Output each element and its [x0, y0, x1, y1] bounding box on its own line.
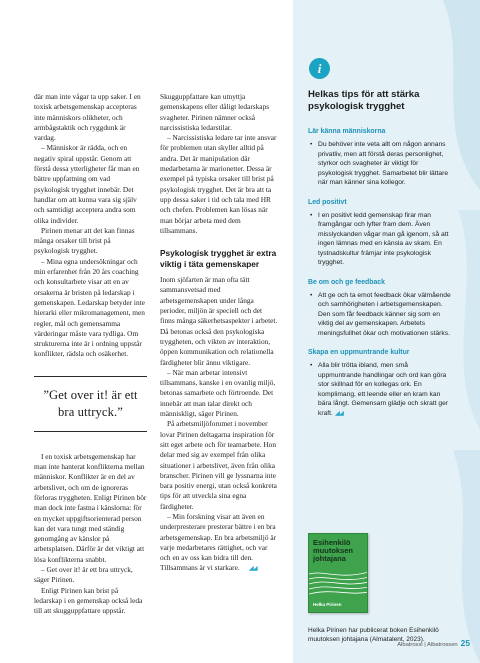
paragraph: där man inte vågar ta upp saker. I en toxisk arbetsgemenskap accepteras inte människors olikheter, och armbågstaktik och ryggdunk är vardag.	[34, 92, 141, 143]
pull-quote: ”Get over it! är ett bra uttryck.”	[34, 376, 147, 432]
tip-text-body: Alla blir trötta ibland, men små uppmuntrande handlingar och ord kan göra stor skillnad för en kollegas ork. En komplimang, ett leende eller en kram kan bära långt. Gemensam glädje och skratt ger kraft.	[318, 362, 449, 417]
book-graphic-icon	[309, 568, 368, 598]
tip-section	[308, 278, 451, 339]
paragraph: Pirinen menar att det kan finnas många orsaker till brist på psykologisk trygghet.	[34, 225, 135, 256]
book-caption: Helka Pirinen har publicerat boken Esihenkilö muutoksen johtajana (Almatalent, 2023).	[308, 627, 439, 643]
paragraph	[160, 512, 278, 575]
paragraph: På arbetsmiljöforumet i november lovar Pirinen deltagarna inspiration för sitt eget arbete och för teamarbete. Hon delar med sig av exempel från olika situationer i arbetslivet, även från olika branscher. Pirinen vill ge lyssnarna inte bara positiv energi, utan också konkreta tips för att utveckla sina egna färdigheter.	[160, 419, 277, 511]
tips-sidebar	[293, 0, 480, 663]
paragraph: Skugguppfattare kan utnyttja gemenskapens eller dåligt ledarskaps svagheter. Pirinen nämner också narcissistiska ledarstilar.	[160, 92, 270, 132]
tip-heading: Be om och ge feedback	[308, 278, 385, 286]
tip-section	[308, 127, 451, 188]
paragraph: – Get over it! är ett bra uttryck, säger Pirinen.	[34, 564, 133, 585]
paragraph: – Mina egna undersökningar och min erfarenhet från 20 års coaching och konsultarbete visar att en av orsakerna är bristen på ledarskap i gemenskapen. Ledarskap betyder inte hierarki eller mikromanagement, men regler, mål och gemensamma värderingar måste vara tydliga. Om strukturerna inte är i ordning uppstår konflikter, rädsla och osäkerhet.	[34, 256, 145, 359]
tip-section	[308, 198, 451, 268]
sidebar-title: Helkas tips för att stärka psykologisk trygghet	[308, 89, 420, 112]
article-column-1	[34, 92, 147, 616]
paragraph: – Människor är rädda, och en negativ spiral uppstår. Genom att förstå dessa ytterligheter får man en bättre uppfattning om vad psykologisk trygghet innebär. Det handlar om att kunna vara sig själv och samtidigt acceptera andra som olika individer.	[34, 143, 140, 225]
book-title: Esihenkilö muutoksen johtajana	[313, 538, 354, 563]
book-author: Helka Pirinen	[313, 602, 342, 607]
tip-text: • Att ge och ta emot feedback ökar välmående och samhörigheten i arbetsgemenskapen. Den som får feedback känner sig som en viktig del av gemenskapen. Arbetets meningsfullhet ökar och motivationen stärks.	[308, 291, 451, 339]
end-mark-icon: ◢◢	[334, 409, 343, 417]
paragraph: – När man arbetar intensivt tillsammans, kanske i en ovanlig miljö, betonas samarbete och förtroende. Det innebär att man talar direkt och människligt, säger Pirinen.	[160, 367, 276, 419]
section-heading: Psykologisk trygghet är extra viktig i täta gemenskaper	[160, 248, 277, 270]
tip-heading: Skapa en uppmuntrande kultur	[308, 349, 410, 356]
info-icon: i	[309, 58, 330, 79]
paragraph: Enligt Pirinen kan brist på ledarskap i en gemenskap också leda till att skugguppfattare uppstår.	[34, 585, 143, 616]
paragraph: – Narcissistiska ledare tar inte ansvar för problemen utan skyller alltid på andra. Det är manipulation där medarbetarna är marionetter. Dessa är exempel på typiska orsaker till brist på psykologisk trygghet. Det är bra att ta upp dessa saker i tid och tala med HR och chefen. Problemen kan lösas när man börjar arbeta med dem tillsammans.	[160, 133, 277, 235]
page-number: 25	[460, 638, 470, 648]
publication-name: Albatrossi | Albatrossen	[397, 642, 458, 648]
paragraph: Inom sjöfarten är man ofta tätt sammansvetsad med arbetsgemenskapen under långa perioder, miljön är speciell och det finns många säkerhetsaspekter i arbetet. Då betonas också den psykologiska tryggheten, och vikten av interaktion, öppen kommunikation och relationella färdigheter blir ännu viktigare.	[160, 275, 278, 367]
tip-section	[308, 348, 451, 418]
book-cover	[308, 533, 368, 613]
page-footer	[397, 638, 470, 648]
tip-text: • I en positivt ledd gemenskap firar man framgångar och lyfter fram dem. Även misslyckanden vågar man gå igenom, så att ingen lämnas med en känsla av skam. En tystnadskultur främjar inte psykologisk trygghet.	[308, 211, 451, 268]
paragraph-text: – Min forskning visar att även en underpresterare presterar bättre i en bra arbetsgemenskap. En bra arbetsmiljö är varje medarbetares rättighet, och var och en av oss kan bidra till den. Tillsammans är vi starkare.	[160, 511, 277, 573]
tip-heading: Led positivt	[308, 198, 347, 206]
article-column-2	[160, 92, 278, 575]
tip-text	[308, 361, 451, 418]
end-mark-icon: ◢◢	[248, 565, 257, 573]
paragraph: I en toxisk arbetsgemenskap har man inte hanterat konflikterna mellan människor. Konflikter är en del av arbetslivet, och om de ignoreras förloras tryggheten. Enligt Pirinen bör man dock inte fastna i känslorna: för en mycket uppgiftsorienterad person kan det vara tungt med ständig genomgång av känslor på arbetsplatsen. Därför är det viktigt att lösa konflikterna snabbt.	[34, 451, 147, 564]
tips-content	[308, 89, 451, 428]
tip-text: • Du behöver inte veta allt om någon annans privatliv, men att förstå deras personlighet, styrkor och svagheter är viktigt för psykologisk trygghet. Samarbetet blir lättare när man känner sina kollegor.	[308, 140, 451, 188]
tip-heading: Lär känna människorna	[308, 128, 386, 135]
